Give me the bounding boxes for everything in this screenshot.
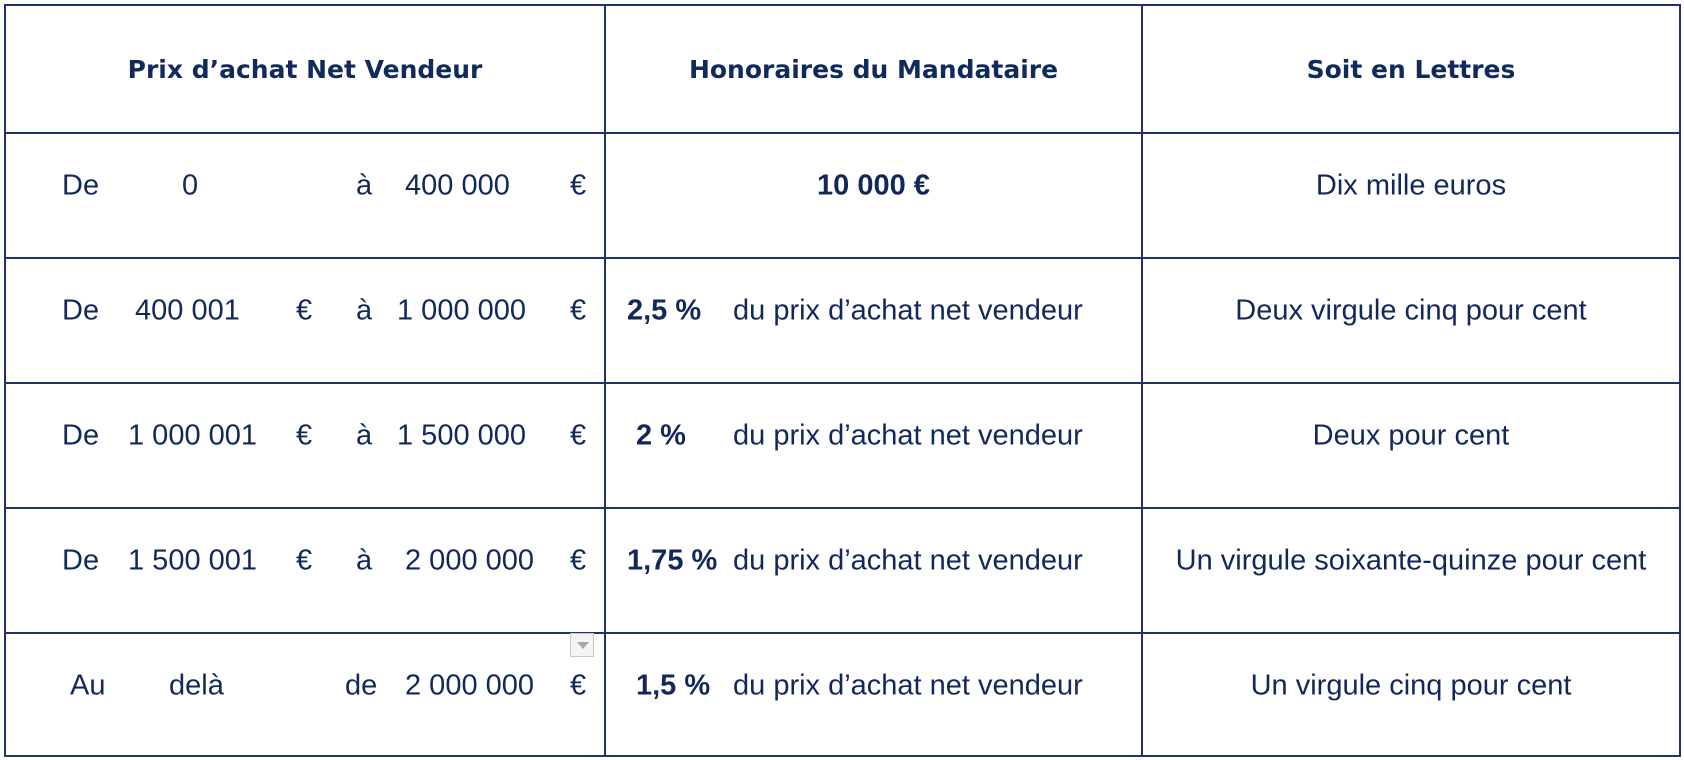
- range-to-value: 2 000 000: [405, 669, 535, 702]
- row-divider: [6, 507, 1679, 509]
- fee-in-letters: Dix mille euros: [1315, 169, 1507, 202]
- range-to-value: 2 000 000: [405, 544, 535, 577]
- range-from-value: 400 001: [135, 294, 240, 327]
- range-to-currency: €: [570, 294, 587, 327]
- row-divider: [6, 632, 1679, 634]
- range-to-value: 1 500 000: [397, 419, 527, 452]
- fee-table: [4, 4, 1681, 757]
- range-from-currency: €: [296, 294, 313, 327]
- row-divider: [6, 382, 1679, 384]
- fee-value: 2,5 %: [627, 294, 702, 327]
- range-to-currency: €: [570, 544, 587, 577]
- range-from-label: De: [62, 294, 100, 327]
- range-to-label: à: [356, 169, 373, 202]
- fee-value: 1,5 %: [636, 669, 711, 702]
- header-fees: Honoraires du Mandataire: [688, 54, 1059, 84]
- range-to-value: 1 000 000: [397, 294, 527, 327]
- range-from-value: 1 000 001: [128, 419, 258, 452]
- fee-value: 1,75 %: [627, 544, 718, 577]
- range-from-currency: €: [296, 419, 313, 452]
- header-price: Prix d’achat Net Vendeur: [127, 54, 483, 84]
- range-from-label: De: [62, 169, 100, 202]
- row-divider: [6, 132, 1679, 134]
- range-to-label: à: [356, 544, 373, 577]
- range-to-currency: €: [570, 169, 587, 202]
- fee-description: du prix d’achat net vendeur: [733, 294, 1083, 327]
- range-from-value: 0: [182, 169, 199, 202]
- range-to-currency: €: [570, 419, 587, 452]
- range-to-currency: €: [570, 669, 587, 702]
- fee-in-letters: Deux pour cent: [1312, 419, 1510, 452]
- range-to-label: de: [345, 669, 378, 702]
- fee-description: du prix d’achat net vendeur: [733, 419, 1083, 452]
- header-letters: Soit en Lettres: [1306, 54, 1516, 84]
- row-divider: [6, 257, 1679, 259]
- fee-description: du prix d’achat net vendeur: [733, 669, 1083, 702]
- fee-value: 2 %: [636, 419, 686, 452]
- range-from-label: De: [62, 419, 100, 452]
- fee-in-letters: Un virgule soixante-quinze pour cent: [1175, 544, 1647, 577]
- range-from-label: Au: [70, 669, 106, 702]
- fee-in-letters: Deux virgule cinq pour cent: [1235, 294, 1587, 327]
- range-to-label: à: [356, 419, 373, 452]
- dropdown-arrow-icon[interactable]: [570, 633, 594, 657]
- range-from-label: De: [62, 544, 100, 577]
- range-from-value: delà: [169, 669, 224, 702]
- fee-in-letters: Un virgule cinq pour cent: [1250, 669, 1572, 702]
- range-to-value: 400 000: [405, 169, 510, 202]
- fee-description: du prix d’achat net vendeur: [733, 544, 1083, 577]
- fee-value: 10 000 €: [817, 169, 930, 202]
- range-from-currency: €: [296, 544, 313, 577]
- range-from-value: 1 500 001: [128, 544, 258, 577]
- range-to-label: à: [356, 294, 373, 327]
